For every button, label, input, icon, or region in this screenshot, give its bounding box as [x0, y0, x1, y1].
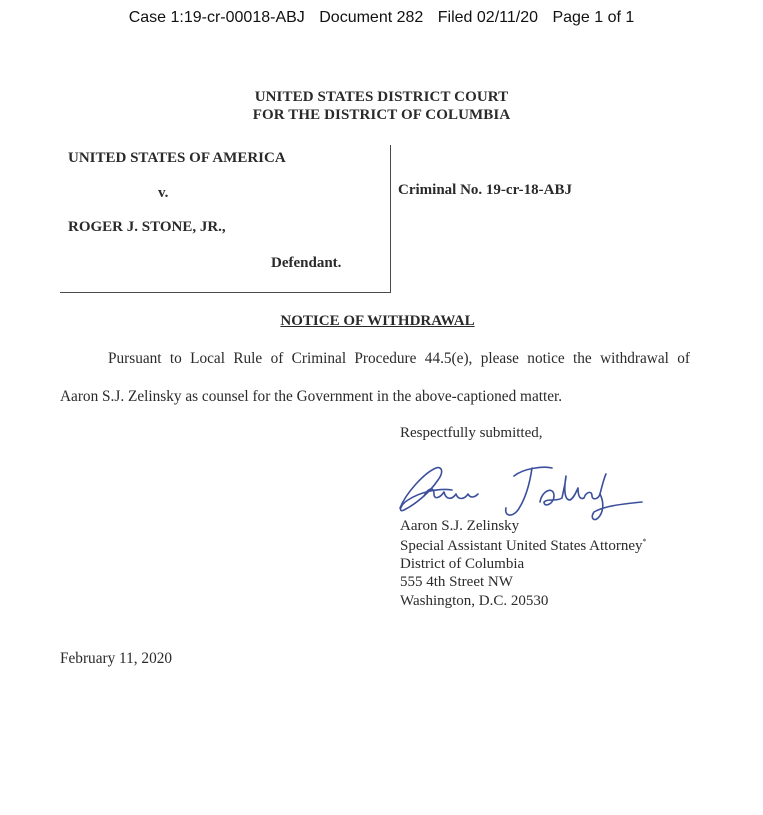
filed-date: Filed 02/11/20	[437, 9, 538, 26]
footnote-mark: *	[642, 537, 647, 546]
signer-title	[400, 537, 646, 555]
page-indicator: Page 1 of 1	[552, 9, 635, 26]
defendant-name: ROGER J. STONE, JR.,	[68, 219, 226, 235]
office-street: 555 4th Street NW	[400, 574, 513, 590]
ecf-header	[0, 9, 763, 27]
notice-paragraph-line2: Aaron S.J. Zelinsky as counsel for the Government in the above-captioned matter.	[60, 388, 563, 405]
criminal-number: Criminal No. 19-cr-18-ABJ	[398, 182, 572, 198]
signer-office: District of Columbia	[400, 556, 525, 572]
defendant-label: Defendant.	[271, 255, 342, 271]
plaintiff-name: UNITED STATES OF AMERICA	[68, 150, 286, 166]
notice-paragraph-line1: Pursuant to Local Rule of Criminal Procedure 44.5(e), please notice the withdrawal of	[108, 350, 690, 367]
versus: v.	[158, 185, 169, 201]
document-number: Document 282	[319, 9, 424, 26]
notice-title: NOTICE OF WITHDRAWAL	[280, 313, 475, 329]
signer-name: Aaron S.J. Zelinsky	[400, 518, 520, 534]
signer-title-text: Special Assistant United States Attorney	[400, 538, 643, 554]
caption-horizontal-rule	[60, 292, 391, 293]
court-name-line2: FOR THE DISTRICT OF COLUMBIA	[252, 107, 511, 123]
office-city: Washington, D.C. 20530	[400, 593, 549, 609]
caption-vertical-rule	[390, 145, 391, 293]
case-number: Case 1:19-cr-00018-ABJ	[128, 9, 305, 26]
filing-date: February 11, 2020	[60, 650, 173, 667]
closing: Respectfully submitted,	[400, 425, 543, 441]
court-name-line1: UNITED STATES DISTRICT COURT	[254, 89, 509, 105]
